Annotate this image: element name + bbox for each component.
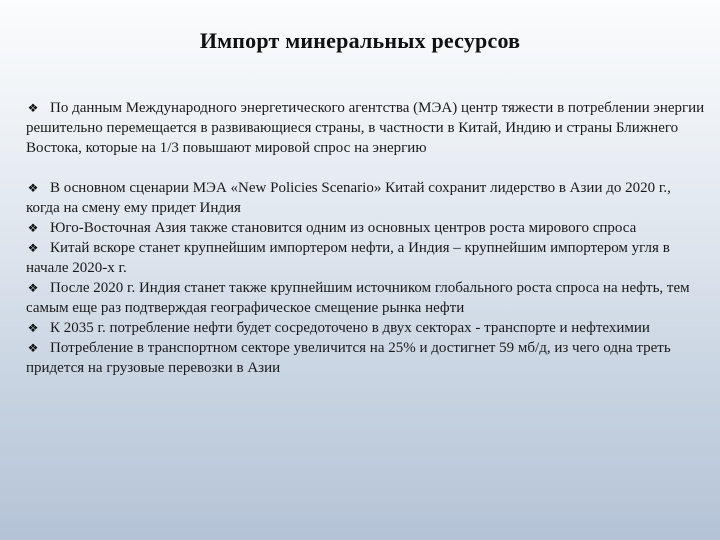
bullet-text: Китай вскоре станет крупнейшим импортером нефти, а Индия – крупнейшим импортером угля в начале 2020-х г. xyxy=(26,240,670,276)
diamond-bullet-icon: ❖ xyxy=(27,181,39,195)
bullet-item xyxy=(26,318,708,338)
bullet-text: Юго-Восточная Азия также становится одним из основных центров роста мирового спроса xyxy=(50,220,637,236)
diamond-bullet-icon: ❖ xyxy=(27,281,39,295)
bullet-item xyxy=(26,178,708,218)
diamond-bullet-icon: ❖ xyxy=(27,221,39,235)
diamond-bullet-icon: ❖ xyxy=(27,341,39,355)
diamond-bullet-icon: ❖ xyxy=(27,101,39,115)
bullet-item xyxy=(26,238,708,278)
bullet-text: В основном сценарии МЭА «New Policies Scenario» Китай сохранит лидерство в Азии до 2020 г., когда на смену ему придет Индия xyxy=(26,180,671,216)
slide-title: Импорт минеральных ресурсов xyxy=(199,28,521,53)
bullet-item xyxy=(26,278,708,318)
diamond-bullet-icon: ❖ xyxy=(27,321,39,335)
bullet-text: К 2035 г. потребление нефти будет сосредоточено в двух секторах - транспорте и нефтехимии xyxy=(50,320,650,336)
bullet-list xyxy=(26,98,708,378)
bullet-item xyxy=(26,218,708,238)
bullet-item xyxy=(26,338,708,378)
bullet-text: После 2020 г. Индия станет также крупнейшим источником глобального роста спроса на нефть, тем самым еще раз подтверждая географическое смещение рынка нефти xyxy=(26,280,690,316)
diamond-bullet-icon: ❖ xyxy=(27,241,39,255)
bullet-item xyxy=(26,98,708,158)
bullet-text: По данным Международного энергетического агентства (МЭА) центр тяжести в потреблении энергии решительно перемещается в развивающиеся страны, в частности в Китай, Индию и страны Ближнего Востока, которые на 1/3 повышают мировой спрос на энергию xyxy=(26,100,705,156)
bullet-text: Потребление в транспортном секторе увеличится на 25% и достигнет 59 мб/д, из чего одна треть придется на грузовые перевозки в Азии xyxy=(26,340,671,376)
